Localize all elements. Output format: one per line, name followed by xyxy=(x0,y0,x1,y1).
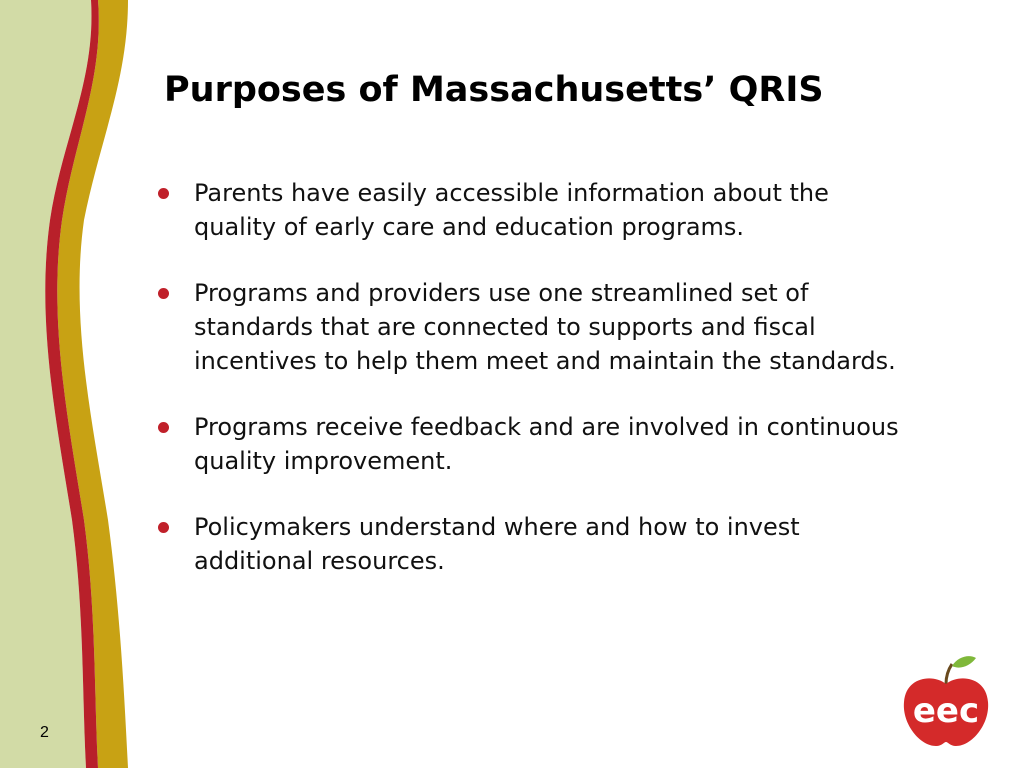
eec-logo-text: eec xyxy=(912,691,980,731)
bullet-list xyxy=(158,176,908,610)
bullet-item xyxy=(158,510,908,578)
bullet-item xyxy=(158,276,908,378)
bullet-text: Policymakers understand where and how to invest additional resources. xyxy=(194,513,800,575)
bullet-dot-icon xyxy=(158,188,169,199)
bullet-text: Programs receive feedback and are involved in continuous quality improvement. xyxy=(194,413,899,475)
bullet-item xyxy=(158,410,908,478)
page-number: 2 xyxy=(40,724,49,741)
bullet-item xyxy=(158,176,908,244)
bullet-dot-icon xyxy=(158,288,169,299)
slide-title: Purposes of Massachusetts’ QRIS xyxy=(164,70,824,110)
bullet-dot-icon xyxy=(158,522,169,533)
bullet-text: Programs and providers use one streamlined set of standards that are connected to supports and fiscal incentives to help them meet and maintain the standards. xyxy=(194,279,896,375)
eec-logo xyxy=(896,654,996,750)
decorative-side-band xyxy=(0,0,140,768)
bullet-dot-icon xyxy=(158,422,169,433)
apple-leaf-icon xyxy=(952,656,976,668)
bullet-text: Parents have easily accessible information about the quality of early care and education programs. xyxy=(194,179,829,241)
